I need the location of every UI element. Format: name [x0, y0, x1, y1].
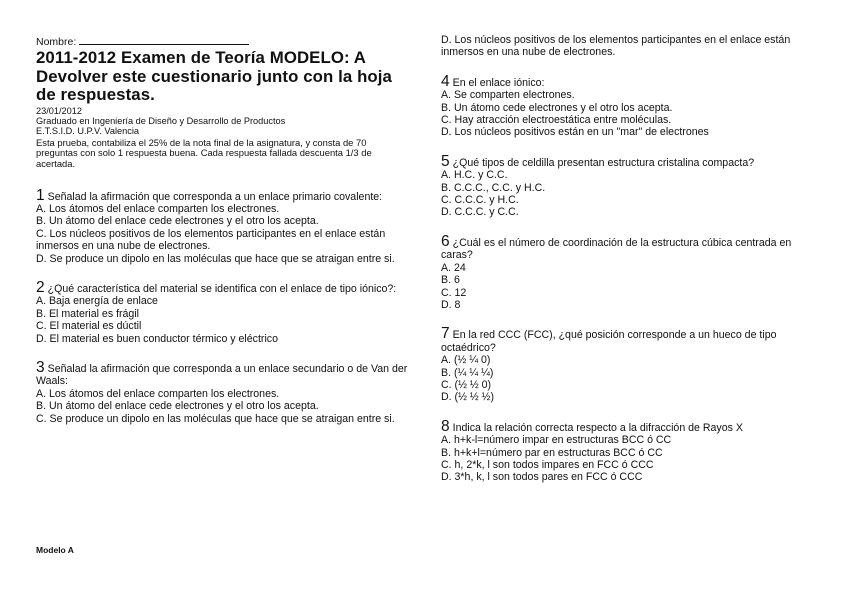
option-d: D. Los núcleos positivos están en un "mar" de electrones — [441, 126, 709, 139]
question-text: En el enlace iónico: — [452, 76, 545, 89]
question-8 — [441, 417, 817, 484]
option-a: A. 24 — [441, 261, 466, 274]
school-name: E.T.S.I.D. U.P.V. Valencia — [36, 126, 139, 137]
option-a: A. Baja energía de enlace — [36, 295, 158, 308]
option-b: B. Un átomo cede electrones y el otro los acepta. — [441, 101, 673, 114]
question-number: 4 — [441, 72, 450, 90]
question-number: 3 — [36, 358, 45, 376]
question-number: 2 — [36, 278, 45, 296]
option-a: A. Los átomos del enlace comparten los electrones. — [36, 202, 280, 215]
nombre-label: Nombre: — [36, 36, 77, 48]
question-3-continued — [441, 34, 817, 59]
question-text: ¿Qué tipos de celdilla presentan estructura cristalina compacta? — [452, 156, 755, 169]
question-number: 6 — [441, 232, 450, 250]
question-number: 8 — [441, 417, 450, 435]
option-c: C. 12 — [441, 286, 467, 299]
exam-instructions: Esta prueba, contabiliza el 25% de la nota final de la asignatura, y consta de 70 preguntas con solo 1 respuesta buena. Cada respuesta fallada descuenta 1/3 de acertada. — [36, 136, 372, 169]
right-column — [441, 34, 817, 484]
exam-date: 23/01/2012 — [36, 105, 82, 116]
option-b: B. El material es frágil — [36, 307, 140, 320]
question-text: Señalad la afirmación que corresponda a un enlace secundario o de Van der Waals: — [36, 362, 408, 388]
question-text: Señalad la afirmación que corresponda a un enlace primario covalente: — [47, 190, 383, 203]
option-d: D. 8 — [441, 298, 461, 311]
question-text: ¿Cuál es el número de coordinación de la estructura cúbica centrada en caras? — [441, 236, 792, 262]
left-column — [36, 34, 408, 425]
option-b: B. C.C.C., C.C. y H.C. — [441, 181, 546, 194]
question-number: 1 — [36, 186, 45, 204]
option-d: D. Se produce un dipolo en las moléculas que hace que se atraigan entre si. — [36, 252, 395, 265]
question-number: 7 — [441, 325, 450, 343]
question-text: En la red CCC (FCC), ¿qué posición corresponde a un hueco de tipo octaédrico? — [441, 329, 777, 354]
nombre-blank-line — [79, 34, 249, 45]
option-b: B. h+k+l=número par en estructuras BCC ó CC — [441, 446, 663, 459]
option-c: C. C.C.C. y H.C. — [441, 194, 519, 207]
option-a: A. Se comparten electrones. — [441, 89, 575, 102]
option-b: B. 6 — [441, 274, 460, 287]
option-c: C. Los núcleos positivos de los elementos participantes en el enlace están inmersos en una nube de electrones. — [36, 227, 386, 253]
exam-title: 2011-2012 Examen de Teoría MODELO: A Devolver este cuestionario junto con la hoja de respuestas. — [36, 48, 392, 104]
option-b: B. (¼ ¼ ¼) — [441, 366, 494, 379]
question-4 — [441, 72, 817, 139]
option-a: A. h+k-l=número impar en estructuras BCC ó CC — [441, 434, 672, 447]
option-d: D. (½ ½ ½) — [441, 391, 494, 404]
option-d: D. 3*h, k, l son todos pares en FCC ó CCC — [441, 471, 643, 484]
option-d: D. Los núcleos positivos de los elementos participantes en el enlace están inmersos en una nube de electrones. — [441, 34, 791, 59]
option-a: A. (½ ¼ 0) — [441, 354, 491, 367]
nombre-field — [36, 34, 408, 48]
question-number: 5 — [441, 152, 450, 170]
option-c: C. Hay atracción electroestática entre moléculas. — [441, 114, 672, 127]
degree-name: Graduado en Ingeniería de Diseño y Desarrollo de Productos — [36, 115, 286, 126]
option-a: A. H.C. y C.C. — [441, 169, 508, 182]
question-3 — [36, 358, 408, 425]
model-footer: Modelo A — [36, 545, 74, 555]
question-text: Indica la relación correcta respecto a la difracción de Rayos X — [452, 421, 743, 434]
option-c: C. h, 2*k, l son todos impares en FCC ó CCC — [441, 458, 654, 471]
option-c: C. El material es dúctil — [36, 320, 142, 333]
option-c: C. Se produce un dipolo en las moléculas que hace que se atraigan entre si. — [36, 412, 395, 425]
question-6 — [441, 232, 817, 311]
question-2 — [36, 278, 408, 345]
question-text: ¿Qué característica del material se identifica con el enlace de tipo iónico?: — [47, 282, 397, 295]
option-c: C. (½ ½ 0) — [441, 378, 492, 391]
option-b: B. Un átomo del enlace cede electrones y el otro los acepta. — [36, 215, 319, 228]
option-a: A. Los átomos del enlace comparten los electrones. — [36, 387, 280, 400]
question-1 — [36, 186, 408, 265]
option-d: D. El material es buen conductor térmico y eléctrico — [36, 332, 278, 345]
question-7 — [441, 325, 817, 404]
question-5 — [441, 152, 817, 219]
option-b: B. Un átomo del enlace cede electrones y el otro los acepta. — [36, 400, 319, 413]
option-d: D. C.C.C. y C.C. — [441, 206, 519, 219]
